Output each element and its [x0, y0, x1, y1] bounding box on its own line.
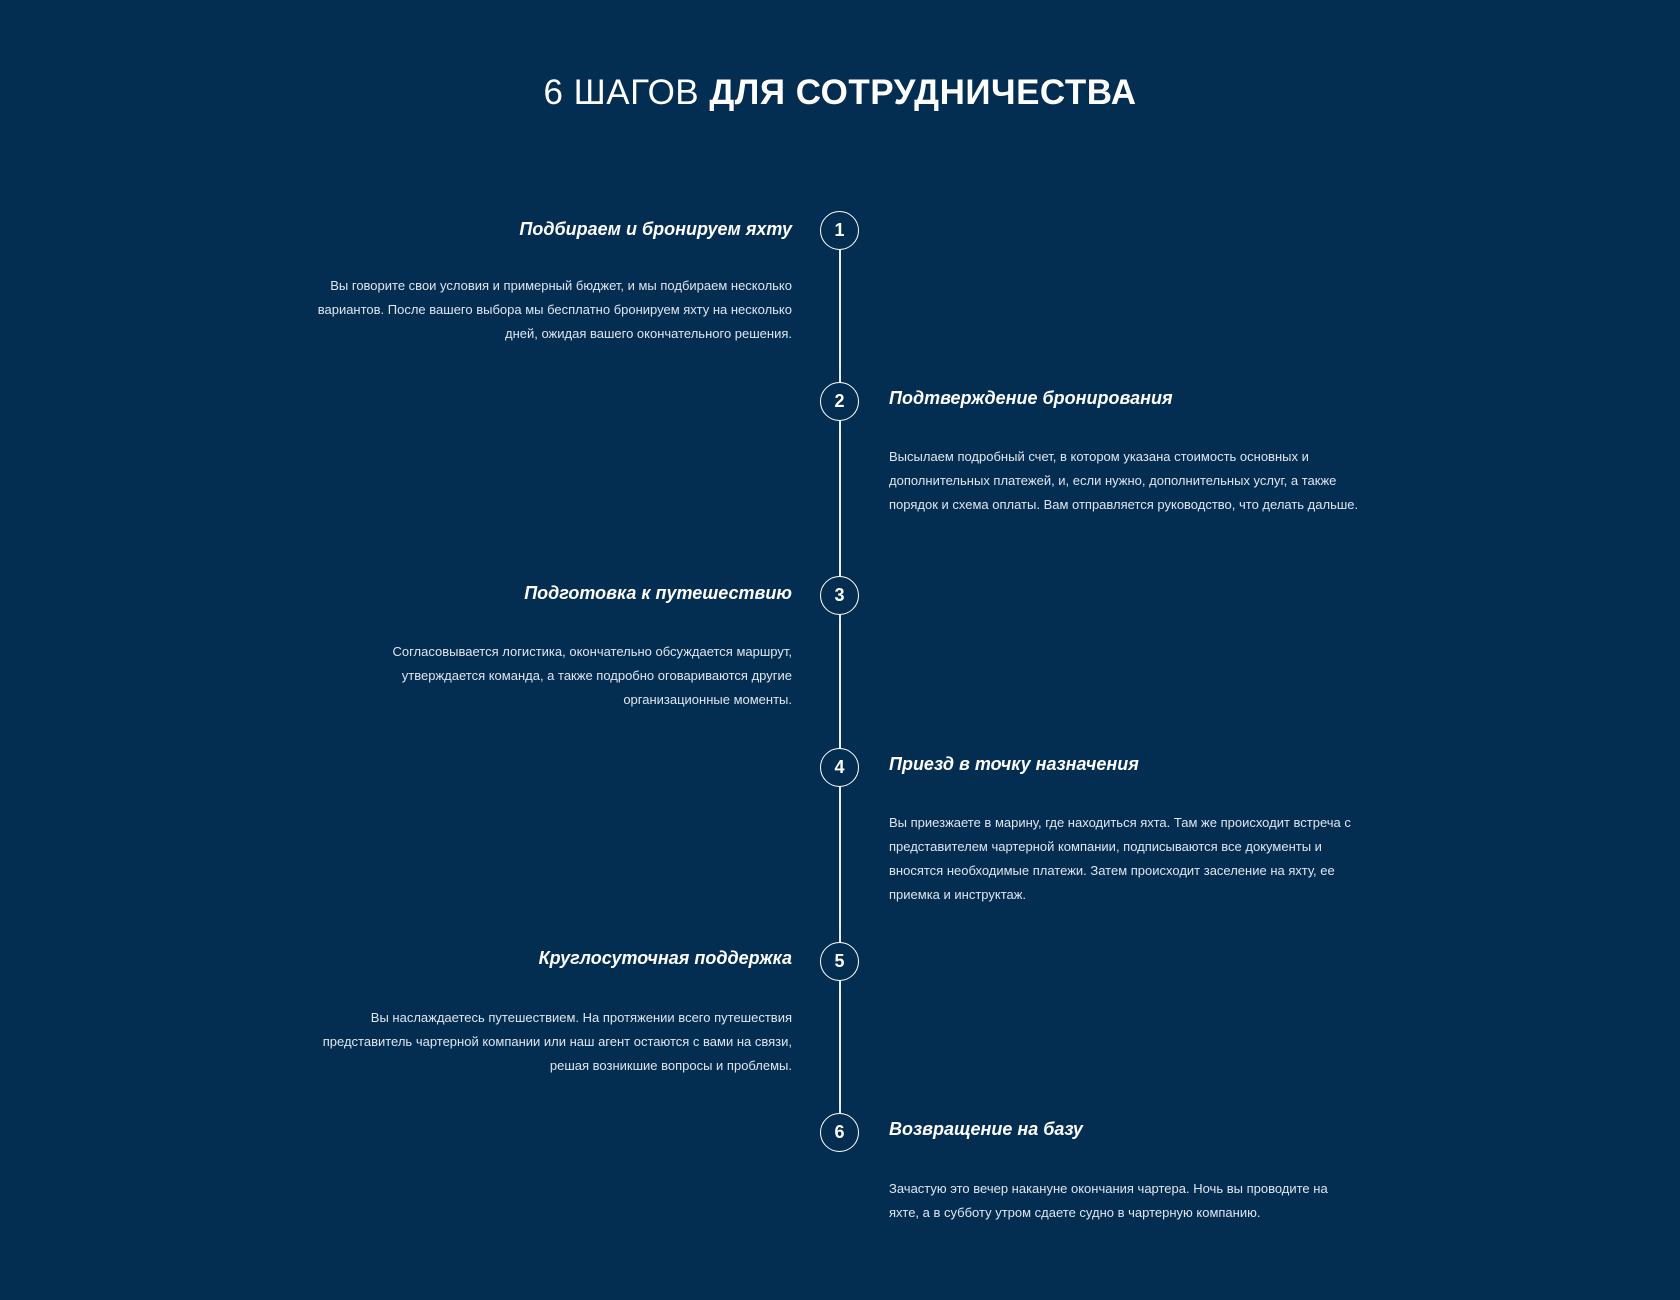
step-1-number-circle: 1 — [820, 211, 859, 250]
step-2-text: Высылаем подробный счет, в котором указана стоимость основных и дополнительных платежей, и, если нужно, дополнительных услуг, а также порядок и схема оплаты. Вам отправляется руководство, что делать дальше. — [889, 449, 1359, 512]
step-2-title: Подтверждение бронирования — [889, 388, 1173, 408]
page-title-bold: ДЛЯ СОТРУДНИЧЕСТВА — [709, 73, 1137, 112]
step-3-title: Подготовка к путешествию — [524, 583, 792, 603]
step-5-number-circle: 5 — [820, 942, 859, 981]
step-1-text: Вы говорите свои условия и примерный бюджет, и мы подбираем несколько вариантов. После вашего выбора мы бесплатно бронируем яхту на несколько дней, ожидая вашего окончательного решения. — [317, 278, 792, 341]
step-4-title: Приезд в точку назначения — [889, 754, 1139, 774]
step-5-title: Круглосуточная поддержка — [538, 948, 792, 968]
step-3-number-circle: 3 — [820, 576, 859, 615]
step-1-title: Подбираем и бронируем яхту — [519, 219, 792, 239]
step-6-text: Зачастую это вечер накануне окончания чартера. Ночь вы проводите на яхте, а в субботу утром сдаете судно в чартерную компанию. — [889, 1181, 1328, 1220]
step-2-number-circle: 2 — [820, 382, 859, 421]
step-6-number-circle: 6 — [820, 1113, 859, 1152]
step-3-text: Согласовывается логистика, окончательно обсуждается маршрут, утверждается команда, а также подробно оговариваются другие организационные моменты. — [392, 644, 792, 707]
page-title-light: 6 ШАГОВ — [543, 73, 700, 112]
step-4-number-circle: 4 — [820, 748, 859, 787]
step-4-text: Вы приезжаете в марину, где находиться яхта. Там же происходит встреча с представителем чартерной компании, подписываются все документы и вносятся необходимые платежи. Затем происходит заселение на яхту, ее приемка и инструктаж. — [889, 815, 1351, 902]
step-6-title: Возвращение на базу — [889, 1119, 1083, 1139]
step-5-text: Вы наслаждаетесь путешествием. На протяжении всего путешествия представитель чартерной компании или наш агент остаются с вами на связи, решая возникшие вопросы и проблемы. — [322, 1010, 792, 1073]
page-title — [0, 70, 1680, 116]
